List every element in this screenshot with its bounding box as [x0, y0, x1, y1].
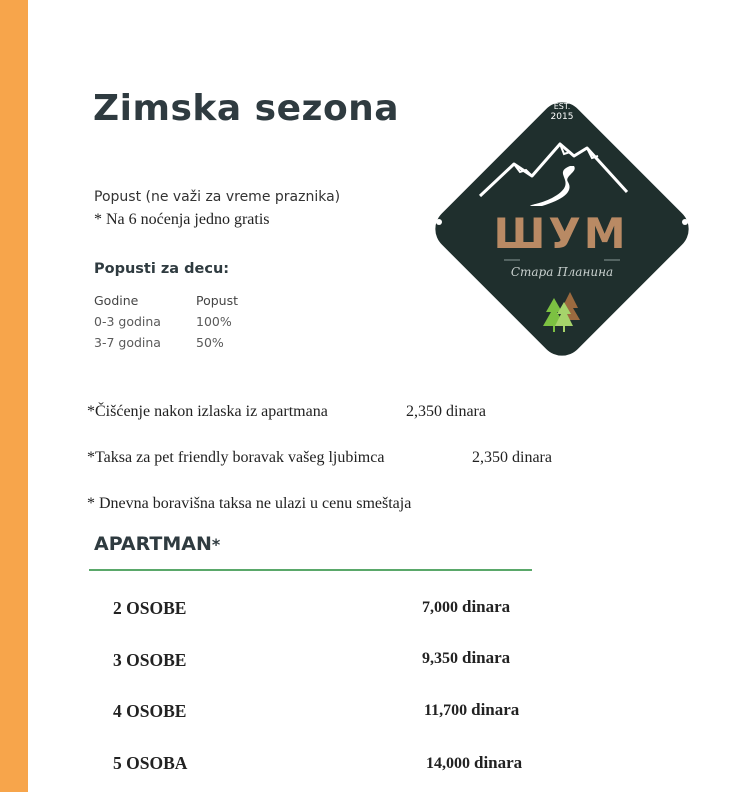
- price-unit: dinara: [462, 648, 511, 667]
- table-row: [94, 333, 238, 354]
- price-5: [426, 753, 522, 773]
- age-cell: 0-3 godina: [94, 314, 161, 329]
- discount-cell: 100%: [196, 314, 232, 329]
- table-row: [94, 312, 238, 333]
- age-cell: 3-7 godina: [94, 335, 161, 350]
- price-unit: dinara: [474, 753, 523, 772]
- pet-fee-label: *Taksa za pet friendly boravak vašeg ljubimca: [87, 449, 385, 466]
- logo-est: EST.: [553, 102, 571, 111]
- logo-name: ШУМ: [493, 209, 629, 258]
- price-value: 7,000: [422, 599, 458, 616]
- discount-cell: 50%: [196, 335, 224, 350]
- price-value: 9,350: [422, 650, 458, 667]
- apartment-title: [94, 533, 220, 555]
- brand-logo: [422, 92, 702, 366]
- price-3: [422, 648, 510, 668]
- price-unit: dinara: [471, 700, 520, 719]
- logo-subtitle: Стара Планина: [510, 265, 614, 279]
- discount-label: Popust (ne važi za vreme praznika): [94, 189, 341, 205]
- discount-note: * Na 6 noćenja jedno gratis: [94, 211, 270, 228]
- apartment-title-text: APARTMAN: [94, 533, 212, 555]
- pet-fee-line: [87, 449, 552, 467]
- cleaning-fee-price: 2,350 dinara: [406, 403, 486, 420]
- persons-3: 3 OSOBE: [113, 650, 187, 670]
- price-4: [424, 700, 519, 720]
- column-header-age: Godine: [94, 293, 139, 308]
- tax-note: * Dnevna boravišna taksa ne ulazi u cenu smeštaja: [87, 495, 412, 512]
- left-accent-stripe: [0, 0, 28, 792]
- price-unit: dinara: [462, 597, 511, 616]
- pet-fee-price: 2,350 dinara: [472, 449, 552, 466]
- kids-discount-title: Popusti za decu:: [94, 261, 230, 277]
- persons-2: 2 OSOBE: [113, 598, 187, 618]
- kids-discount-table: [94, 292, 238, 354]
- page-title: Zimska sezona: [93, 88, 400, 129]
- logo-dot-left: [436, 219, 442, 225]
- logo-dot-right: [682, 219, 688, 225]
- price-2: [422, 597, 510, 617]
- price-value: 11,700: [424, 702, 468, 719]
- logo-year: 2015: [550, 112, 574, 122]
- apartment-divider: [89, 569, 532, 571]
- cleaning-fee-label: *Čišćenje nakon izlaska iz apartmana: [87, 403, 328, 420]
- apartment-asterisk: *: [211, 535, 221, 554]
- table-header-row: [94, 292, 238, 312]
- column-header-discount: Popust: [196, 293, 239, 308]
- cleaning-fee-line: [87, 403, 486, 421]
- price-value: 14,000: [426, 755, 470, 772]
- persons-4: 4 OSOBE: [113, 701, 187, 721]
- persons-5: 5 OSOBA: [113, 753, 188, 773]
